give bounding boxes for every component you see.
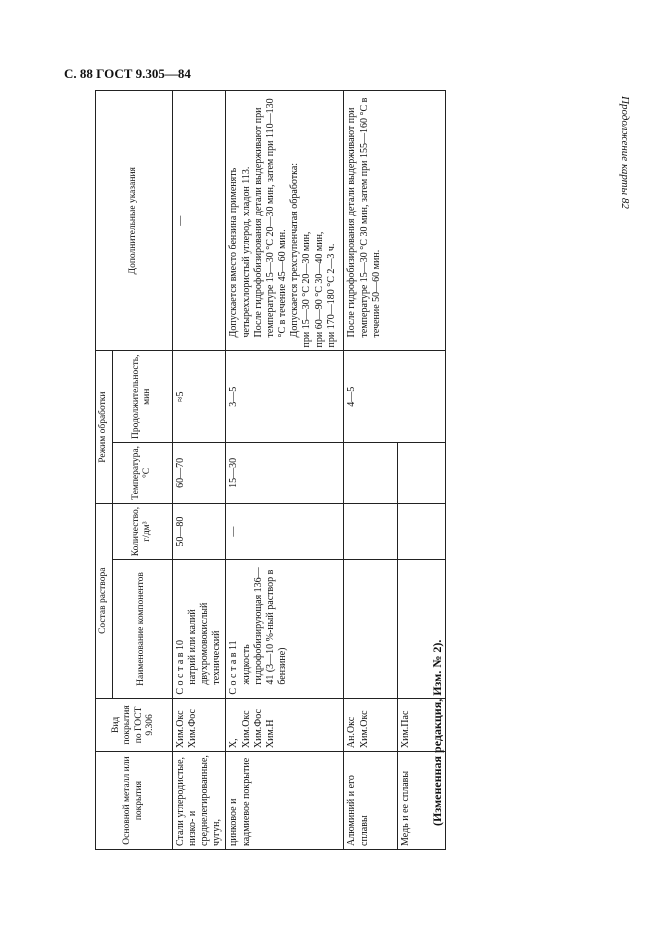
cell-quantity: [344, 503, 398, 559]
continuation-label: Продолжение карты 82: [619, 96, 631, 209]
table-row: [226, 91, 344, 850]
cell-duration: 4—5: [344, 351, 446, 443]
header-notes: Дополнительные указания: [96, 91, 173, 351]
cell-components: [344, 560, 398, 698]
cell-duration: 3—5: [226, 351, 344, 443]
cell-quantity: 50—80: [172, 503, 226, 559]
cell-temperature: [344, 443, 398, 504]
cell-notes: —: [172, 91, 226, 351]
page-title: С. 88 ГОСТ 9.305—84: [64, 66, 191, 81]
cell-components: С о с т а в 11 жидкость гидрофобизирующая 136—41 (3—10 %-ный раствор в бензине): [226, 560, 344, 698]
cell-base-metal: Медь и ее сплавы: [398, 752, 446, 850]
header-mode-group: Режим обработки: [96, 351, 113, 503]
cell-temperature: [398, 443, 446, 504]
header-component-name: Наименование компонентов: [112, 560, 172, 698]
header-duration: Продолжительность, мин: [112, 351, 172, 443]
cell-base-metal: Алюминий и его сплавы: [344, 752, 398, 850]
cell-coating: Х, Хим.Окс Хим.Фос Хим.Н: [226, 698, 344, 751]
cell-duration: ≈5: [172, 351, 226, 443]
header-temperature: Температура, °С: [112, 443, 172, 504]
cell-coating: Хим.Пас: [398, 698, 446, 751]
amendment-footnote: (Измененная редакция, Изм. № 2).: [430, 639, 444, 826]
table-row: [172, 91, 226, 850]
cell-temperature: 60—70: [172, 443, 226, 504]
cell-base-metal: Стали углеродистые, низко- и среднелегированные, чугун,: [172, 752, 226, 850]
table-row: [344, 91, 398, 850]
cell-coating: Ан.Окс Хим.Окс: [344, 698, 398, 751]
cell-quantity: —: [226, 503, 344, 559]
cell-notes: Допускается вместо бензина применять четыреххлористый углерод, хладон 113. После гидрофобизирования детали выдерживают при температуре 15—30 °С 20—30 мин, затем при 110—130 °С в течение 45—60 мин. Допускается трехступенчатая обработка: при 15—30 °С 20—30 мин, при 60—90 °С 30—40 мин, при 170—180 °С 2—3 ч.: [226, 91, 344, 351]
header-base-metal: Основной металл или покрытия: [96, 752, 173, 850]
cell-temperature: 15—30: [226, 443, 344, 504]
cell-components: С о с т а в 10 натрий или калий двухромовокислый технический: [172, 560, 226, 698]
cell-quantity: [398, 503, 446, 559]
cell-coating: Хим.Окс Хим.Фос: [172, 698, 226, 751]
header-solution-group: Состав раствора: [96, 503, 113, 698]
header-coating-type: Вид покрытия по ГОСТ 9.306: [96, 698, 173, 751]
rotated-table-container: [95, 90, 412, 850]
header-quantity: Количество, г/дм³: [112, 503, 172, 559]
cell-base-metal: цинковое и кадмиевое покрытие: [226, 752, 344, 850]
cell-notes: После гидрофобизирования детали выдерживают при температуре 15—30 °С 30 мин, затем при 155—160 °С в течение 50—60 мин.: [344, 91, 446, 351]
treatment-table: [95, 90, 446, 850]
